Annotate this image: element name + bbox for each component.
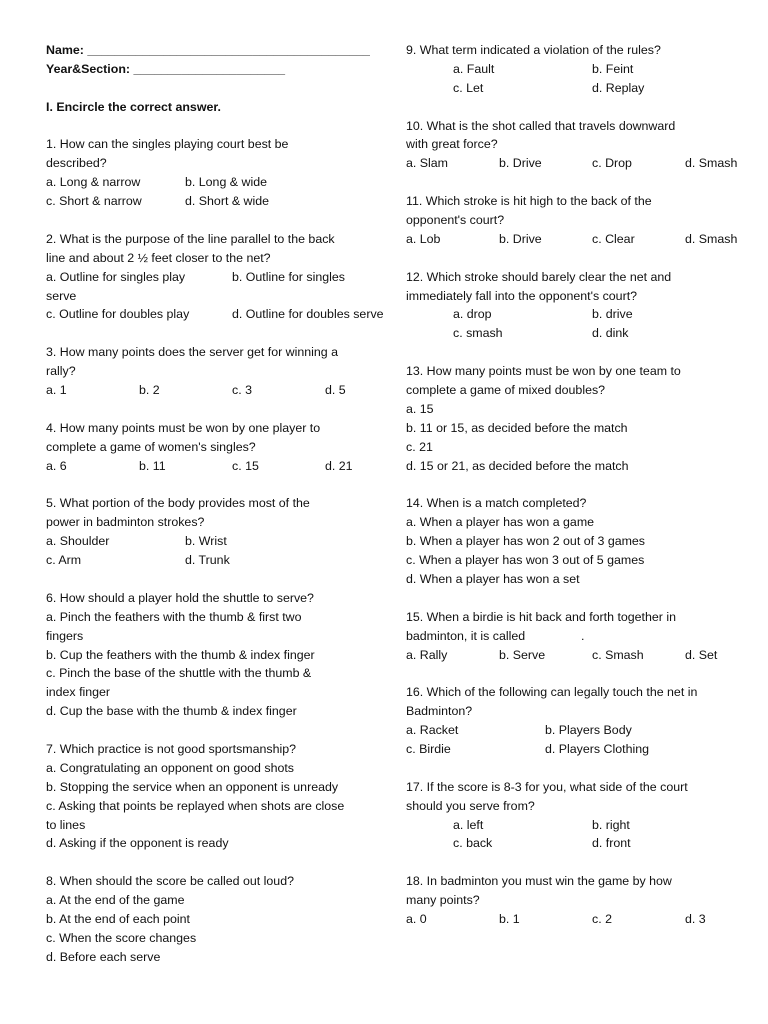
question-text: 16. Which of the following can legally touch the net in	[406, 685, 698, 700]
question-text: 12. Which stroke should barely clear the net and	[406, 269, 672, 284]
choice-d[interactable]: d. Before each serve	[46, 949, 161, 964]
left-column	[46, 41, 398, 967]
choice-d[interactable]: d. Smash	[685, 156, 738, 171]
choice-d[interactable]: d. When a player has won a set	[406, 571, 580, 586]
choice-d[interactable]: d. Set	[685, 647, 718, 662]
choice-c[interactable]: c. 15	[232, 458, 259, 473]
choice-c[interactable]: c. Outline for doubles play	[46, 307, 190, 322]
question-10	[406, 117, 751, 174]
choice-a[interactable]: a. Slam	[406, 156, 449, 171]
choice-b[interactable]: b. 11 or 15, as decided before the match	[406, 420, 628, 435]
choice-d[interactable]: d. Trunk	[185, 553, 230, 568]
question-text: 7. Which practice is not good sportsmanship?	[46, 741, 297, 756]
choice-b[interactable]: b. When a player has won 2 out of 3 games	[406, 534, 646, 549]
question-3	[46, 343, 398, 400]
choice-a[interactable]: a. Long & narrow	[46, 175, 141, 190]
choice-d[interactable]: d. Smash	[685, 231, 738, 246]
choice-d[interactable]: d. front	[592, 836, 631, 851]
question-text: Badminton?	[406, 704, 473, 719]
choice-d[interactable]: d. 5	[325, 383, 346, 398]
question-text: 15. When a birdie is hit back and forth together in	[406, 609, 676, 624]
question-5	[46, 494, 398, 570]
choice-b[interactable]: b. Serve	[499, 647, 546, 662]
question-text: complete a game of mixed doubles?	[406, 383, 606, 398]
question-14	[406, 494, 751, 588]
question-text: should you serve from?	[406, 798, 535, 813]
choice-b[interactable]: b. Cup the feathers with the thumb & index finger	[46, 647, 315, 662]
choice-c[interactable]: c. Drop	[592, 156, 632, 171]
choice-b[interactable]: b. Drive	[499, 156, 542, 171]
choice-d[interactable]: d. Short & wide	[185, 194, 270, 209]
choice-d[interactable]: d. Asking if the opponent is ready	[46, 836, 229, 851]
choice-c[interactable]: c. Clear	[592, 231, 635, 246]
choice-c[interactable]: c. Let	[453, 80, 484, 95]
question-text: 5. What portion of the body provides most of the	[46, 496, 310, 511]
choice-c-continued: index finger	[46, 685, 111, 700]
choice-a[interactable]: a. drop	[453, 307, 492, 322]
choice-a[interactable]: a. Outline for singles play	[46, 269, 186, 284]
choice-b[interactable]: b. At the end of each point	[46, 911, 190, 926]
question-text: 9. What term indicated a violation of the rules?	[406, 43, 661, 57]
choice-a[interactable]: a. Racket	[406, 723, 459, 738]
choice-b[interactable]: b. Players Body	[545, 723, 632, 738]
choice-d[interactable]: d. Cup the base with the thumb & index finger	[46, 704, 297, 719]
question-text: line and about 2 ½ feet closer to the net?	[46, 250, 271, 265]
choice-a[interactable]: a. 15	[406, 401, 434, 416]
choice-c[interactable]: c. Arm	[46, 553, 82, 568]
choice-c[interactable]: c. back	[453, 836, 493, 851]
question-2	[46, 230, 398, 324]
question-text: 2. What is the purpose of the line parallel to the back	[46, 231, 335, 246]
choice-d[interactable]: d. 21	[325, 458, 353, 473]
choice-a-continued: fingers	[46, 628, 84, 643]
choice-b[interactable]: b. Outline for singles	[232, 269, 345, 284]
question-text: rally?	[46, 364, 76, 379]
question-1	[46, 135, 398, 211]
question-text: many points?	[406, 893, 480, 908]
year-section-field-label: Year&Section: ______________________	[46, 61, 286, 76]
choice-a[interactable]: a. When a player has won a game	[406, 515, 595, 530]
choice-c[interactable]: c. 21	[406, 439, 433, 454]
question-9	[406, 41, 751, 98]
question-text: 8. When should the score be called out loud?	[46, 874, 294, 889]
question-text: 18. In badminton you must win the game by how	[406, 874, 672, 889]
question-text: 1. How can the singles playing court best be	[46, 137, 289, 152]
choice-c[interactable]: c. When a player has won 3 out of 5 games	[406, 553, 645, 568]
question-16	[406, 683, 751, 759]
choice-b[interactable]: b. 1	[499, 911, 520, 926]
choice-b[interactable]: b. 2	[139, 383, 160, 398]
choice-b[interactable]: b. Stopping the service when an opponent is unready	[46, 779, 339, 794]
question-text: 10. What is the shot called that travels downward	[406, 118, 676, 133]
choice-b[interactable]: b. Wrist	[185, 534, 227, 549]
question-text: complete a game of women's singles?	[46, 439, 256, 454]
choice-d[interactable]: d. 3	[685, 911, 706, 926]
choice-b[interactable]: b. drive	[592, 307, 633, 322]
choice-a[interactable]: a. Pinch the feathers with the thumb & first two	[46, 609, 302, 624]
choice-a[interactable]: a. left	[453, 817, 484, 832]
question-4	[46, 419, 398, 476]
blank-period: .	[581, 628, 585, 643]
choice-c[interactable]: c. smash	[453, 326, 503, 341]
question-11	[406, 192, 751, 249]
choice-c[interactable]: c. Birdie	[406, 741, 451, 756]
choice-a[interactable]: a. Rally	[406, 647, 448, 662]
question-8	[46, 872, 398, 966]
choice-a[interactable]: a. Lob	[406, 231, 441, 246]
choice-d[interactable]: d. Replay	[592, 80, 645, 95]
choice-d[interactable]: d. Players Clothing	[545, 741, 649, 756]
question-text: badminton, it is called	[406, 628, 526, 643]
choice-a[interactable]: a. Congratulating an opponent on good shots	[46, 760, 295, 775]
question-text: 6. How should a player hold the shuttle to serve?	[46, 590, 314, 605]
question-text: 13. How many points must be won by one team to	[406, 364, 681, 379]
choice-b[interactable]: b. Long & wide	[185, 175, 267, 190]
choice-c[interactable]: c. Short & narrow	[46, 194, 142, 209]
question-text: 17. If the score is 8-3 for you, what side of the court	[406, 779, 688, 794]
choice-a[interactable]: a. 0	[406, 911, 427, 926]
choice-c[interactable]: c. Asking that points be replayed when shots are close	[46, 798, 345, 813]
question-text: opponent's court?	[406, 213, 505, 228]
choice-c-continued: to lines	[46, 817, 86, 832]
choice-c[interactable]: c. Smash	[592, 647, 644, 662]
choice-c[interactable]: c. 3	[232, 383, 252, 398]
choice-c[interactable]: c. When the score changes	[46, 930, 197, 945]
name-field-label: Name: _________________________________________	[46, 43, 370, 57]
choice-b[interactable]: b. 11	[139, 458, 166, 473]
choice-a[interactable]: a. Fault	[453, 61, 495, 76]
choice-b[interactable]: b. right	[592, 817, 630, 832]
question-text: 11. Which stroke is hit high to the back of the	[406, 194, 652, 209]
choice-a[interactable]: a. Shoulder	[46, 534, 110, 549]
right-column	[406, 41, 751, 929]
choice-d[interactable]: d. 15 or 21, as decided before the match	[406, 458, 629, 473]
choice-c[interactable]: c. Pinch the base of the shuttle with the thumb &	[46, 666, 312, 681]
question-18	[406, 872, 751, 929]
question-12	[406, 268, 751, 344]
instruction-heading: I. Encircle the correct answer.	[46, 99, 221, 114]
question-13	[406, 362, 751, 475]
question-17	[406, 778, 751, 854]
choice-a[interactable]: a. 6	[46, 458, 67, 473]
question-text: with great force?	[406, 137, 498, 152]
choice-d[interactable]: d. Outline for doubles serve	[232, 307, 384, 322]
choice-b[interactable]: b. Feint	[592, 61, 634, 76]
choice-c[interactable]: c. 2	[592, 911, 612, 926]
question-text: power in badminton strokes?	[46, 515, 205, 530]
choice-b[interactable]: b. Drive	[499, 231, 542, 246]
choice-d[interactable]: d. dink	[592, 326, 629, 341]
question-7	[46, 740, 398, 853]
question-6	[46, 589, 398, 721]
choice-a[interactable]: a. 1	[46, 383, 67, 398]
question-15	[406, 608, 751, 665]
question-text: described?	[46, 156, 107, 171]
question-text: immediately fall into the opponent's court?	[406, 288, 638, 303]
choice-a[interactable]: a. At the end of the game	[46, 893, 185, 908]
question-text: 4. How many points must be won by one player to	[46, 420, 321, 435]
choice-b-continued: serve	[46, 288, 77, 303]
question-text: 14. When is a match completed?	[406, 496, 587, 511]
question-text: 3. How many points does the server get for winning a	[46, 345, 339, 360]
